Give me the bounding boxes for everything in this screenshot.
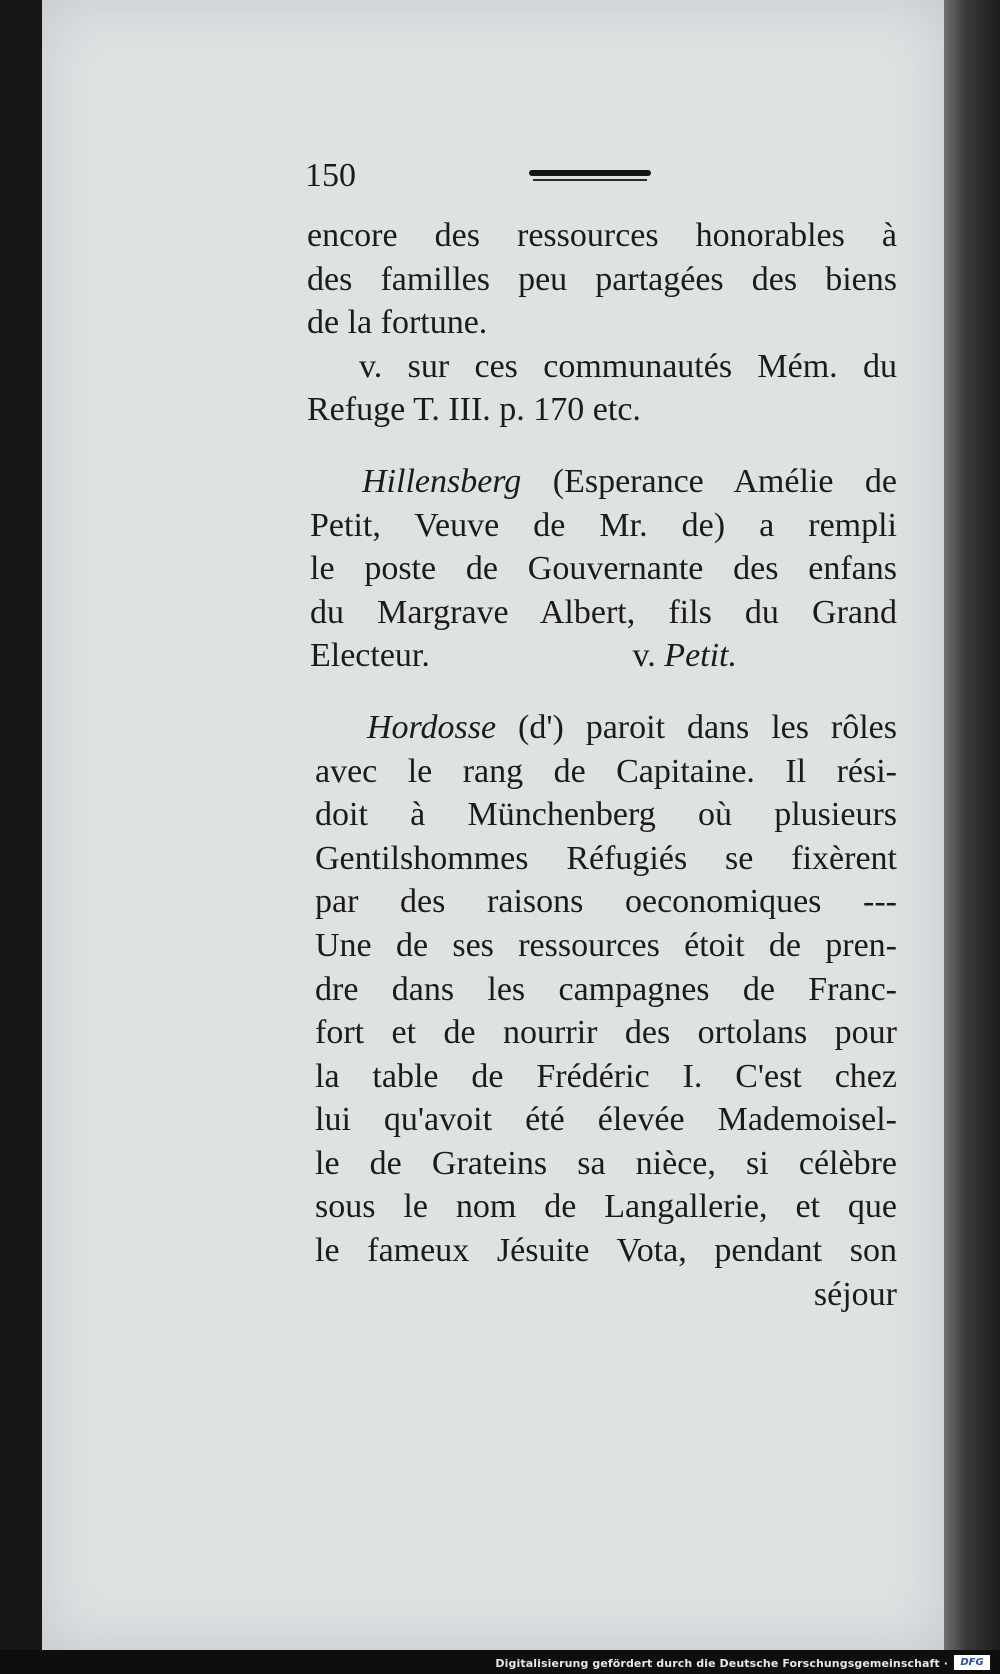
text-line: dre dans les campagnes de Franc-: [315, 970, 897, 1008]
text-line: des familles peu partagées des biens: [307, 260, 897, 298]
page-fore-edge: [944, 0, 1000, 1650]
catchword: séjour: [813, 1275, 897, 1313]
cross-reference: [633, 634, 898, 678]
text-fragment: Electeur.: [310, 637, 430, 675]
entry-first-line: [310, 460, 897, 504]
entry-continuation: [307, 214, 897, 432]
reference-line: Refuge T. III. p. 170 etc.: [307, 391, 641, 429]
text-line: par des raisons oeconomiques ---: [315, 883, 897, 921]
funding-notice: Digitalisierung gefördert durch die Deutsche Forschungsgemeinschaft ·: [495, 1657, 948, 1670]
text-line: doit à Münchenberg où plusieurs: [315, 796, 897, 834]
dfg-logo: DFG: [954, 1655, 990, 1670]
text-line: sous le nom de Langallerie, et que: [315, 1188, 897, 1226]
see-target: Petit.: [664, 637, 737, 675]
text-line: Gentilshommes Réfugiés se fixèrent: [315, 839, 897, 877]
text-line: le poste de Gouvernante des enfans: [310, 550, 897, 588]
text-line: Une de ses ressources étoit de pren-: [315, 926, 897, 964]
text-line: avec le rang de Capitaine. Il rési-: [315, 752, 897, 790]
entry-hillensberg: [310, 460, 897, 678]
text-line: de la fortune.: [307, 304, 488, 342]
see-prefix: v.: [632, 637, 665, 675]
entry-headword: Hillensberg: [362, 462, 522, 500]
text-line: du Margrave Albert, fils du Grand: [310, 593, 897, 631]
reference-line: v. sur ces communautés Mém. du: [359, 347, 897, 385]
header-ornament-rule: [529, 170, 651, 176]
text-line: Petit, Veuve de Mr. de) a rempli: [310, 506, 897, 544]
page-header: [307, 150, 897, 196]
text-line: le de Grateins sa nièce, si célèbre: [315, 1144, 897, 1182]
page-text: [307, 150, 897, 1316]
entry-headword: Hordosse: [367, 708, 497, 746]
text-line: lui qu'avoit été élevée Mademoisel-: [315, 1101, 897, 1139]
text-line: fort et de nourrir des ortolans pour: [315, 1014, 897, 1052]
text-line: encore des ressources honorables à: [307, 217, 897, 254]
text-line: la table de Frédéric I. C'est chez: [315, 1057, 897, 1095]
entry-hordosse: [315, 706, 897, 1316]
entry-last-line: [310, 634, 897, 678]
digitization-footer: [0, 1650, 1000, 1674]
book-page: [42, 0, 944, 1650]
entry-text: (Esperance Amélie de: [521, 462, 897, 500]
entry-text: (d') paroit dans les rôles: [496, 708, 897, 746]
entry-first-line: [315, 706, 897, 750]
page-number: 150: [305, 157, 356, 194]
text-line: le fameux Jésuite Vota, pendant son: [315, 1232, 897, 1270]
